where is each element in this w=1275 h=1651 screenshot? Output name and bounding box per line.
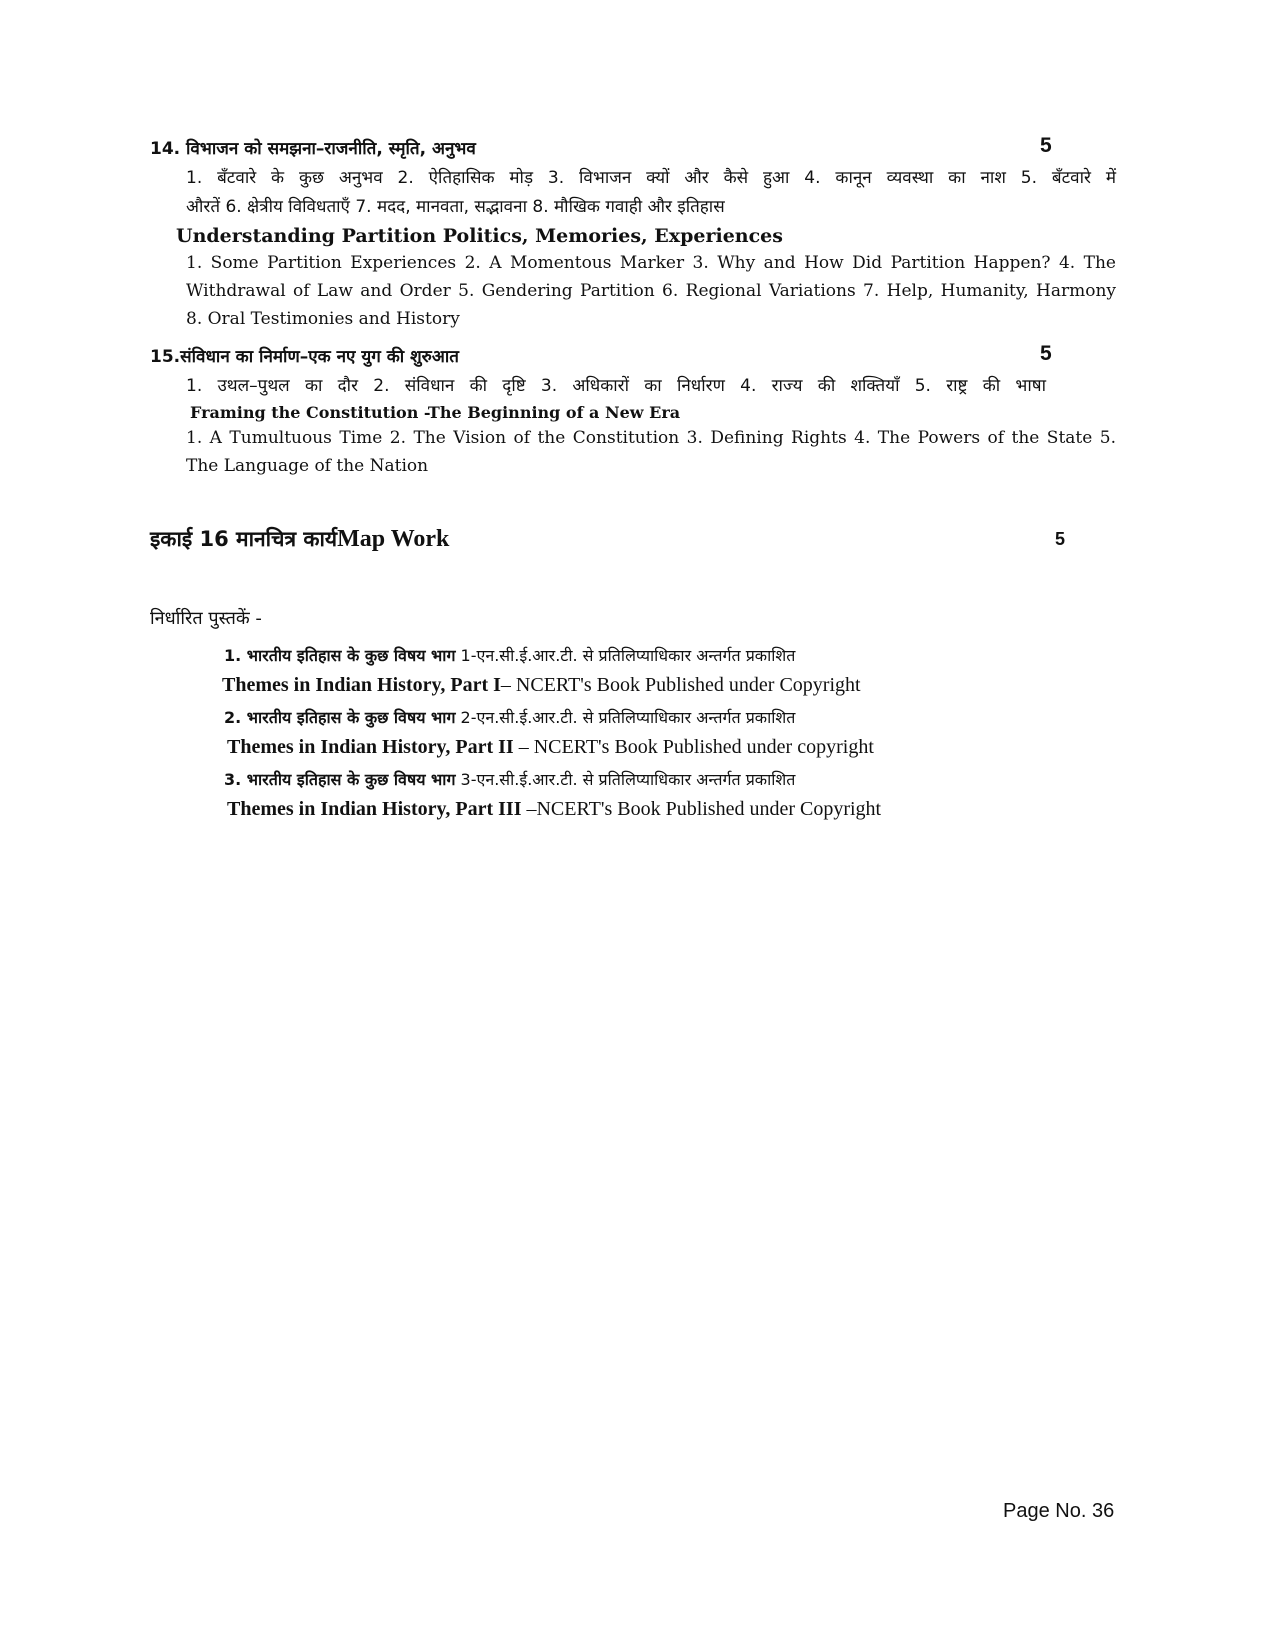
prescribed-books-heading: निर्धारित पुस्तकें -	[150, 608, 262, 629]
book-3-english-bold: Themes in Indian History, Part III	[227, 798, 522, 820]
unit-16-english-title: Map Work	[337, 526, 450, 552]
book-2-hindi-bold: 2. भारतीय इतिहास के कुछ विषय भाग	[224, 708, 456, 727]
book-2-english-rest: – NCERT's Book Published under copyright	[513, 736, 874, 758]
book-1-hindi	[224, 644, 795, 666]
book-2-hindi-rest: 2-एन.सी.ई.आर.टी. से प्रतिलिप्याधिकार अन्तर्गत प्रकाशित	[455, 708, 796, 727]
section-15-english-topics-line1: 1. A Tumultuous Time 2. The Vision of the Constitution 3. Defining Rights 4. The Powers of the State 5.	[186, 428, 1116, 448]
book-3-hindi-rest: 3-एन.सी.ई.आर.टी. से प्रतिलिप्याधिकार अन्तर्गत प्रकाशित	[455, 770, 796, 789]
page-number: Page No. 36	[1003, 1500, 1115, 1522]
book-2-english-bold: Themes in Indian History, Part II	[227, 736, 514, 758]
book-1-hindi-rest: 1-एन.सी.ई.आर.टी. से प्रतिलिप्याधिकार अन्तर्गत प्रकाशित	[455, 646, 796, 665]
book-1-english	[222, 674, 861, 697]
section-14-marks: 5	[1040, 134, 1052, 157]
section-14-english-topics-line1: 1. Some Partition Experiences 2. A Momentous Marker 3. Why and How Did Partition Happen? 4. The	[186, 253, 1116, 273]
section-14-english-title: Understanding Partition Politics, Memories, Experiences	[176, 225, 783, 247]
unit-16-marks: 5	[1055, 529, 1066, 549]
book-2-english	[227, 736, 874, 759]
section-15-hindi-title: 15.संविधान का निर्माण–एक नए युग की शुरुआत	[150, 347, 459, 367]
book-3-hindi	[224, 768, 795, 790]
section-15-marks: 5	[1040, 342, 1052, 365]
book-3-hindi-bold: 3. भारतीय इतिहास के कुछ विषय भाग	[224, 770, 456, 789]
book-1-hindi-bold: 1. भारतीय इतिहास के कुछ विषय भाग	[224, 646, 456, 665]
unit-16-hindi-title: इकाई 16 मानचित्र कार्य	[150, 527, 338, 551]
section-14-hindi-topics-line1: 1. बँटवारे के कुछ अनुभव 2. ऐतिहासिक मोड़ 3. विभाजन क्यों और कैसे हुआ 4. कानून व्यवस्था का नाश 5. बँटवारे में	[186, 168, 1116, 188]
section-15-english-title: Framing the Constitution -The Beginning of a New Era	[190, 403, 681, 422]
book-3-english	[227, 798, 881, 821]
section-15-hindi-topics: 1. उथल–पुथल का दौर 2. संविधान की दृष्टि 3. अधिकारों का निर्धारण 4. राज्य की शक्तियाँ 5. राष्ट्र की भाषा	[186, 376, 1046, 396]
book-3-english-rest: –NCERT's Book Published under Copyright	[521, 798, 882, 820]
section-14-english-topics-line2: Withdrawal of Law and Order 5. Gendering Partition 6. Regional Variations 7. Help, Humanity, Harmony	[186, 281, 1116, 301]
section-14-hindi-title: 14. विभाजन को समझना–राजनीति, स्मृति, अनुभव	[150, 139, 476, 159]
section-14-hindi-topics-line2: औरतें 6. क्षेत्रीय विविधताएँ 7. मदद, मानवता, सद्भावना 8. मौखिक गवाही और इतिहास	[186, 197, 725, 217]
book-1-english-rest: – NCERT's Book Published under Copyright	[500, 674, 861, 696]
unit-16-title	[150, 525, 449, 553]
section-14-english-topics-line3: 8. Oral Testimonies and History	[186, 309, 460, 329]
section-15-english-topics-line2: The Language of the Nation	[186, 456, 429, 476]
book-2-hindi	[224, 706, 795, 728]
book-1-english-bold: Themes in Indian History, Part I	[222, 674, 501, 696]
